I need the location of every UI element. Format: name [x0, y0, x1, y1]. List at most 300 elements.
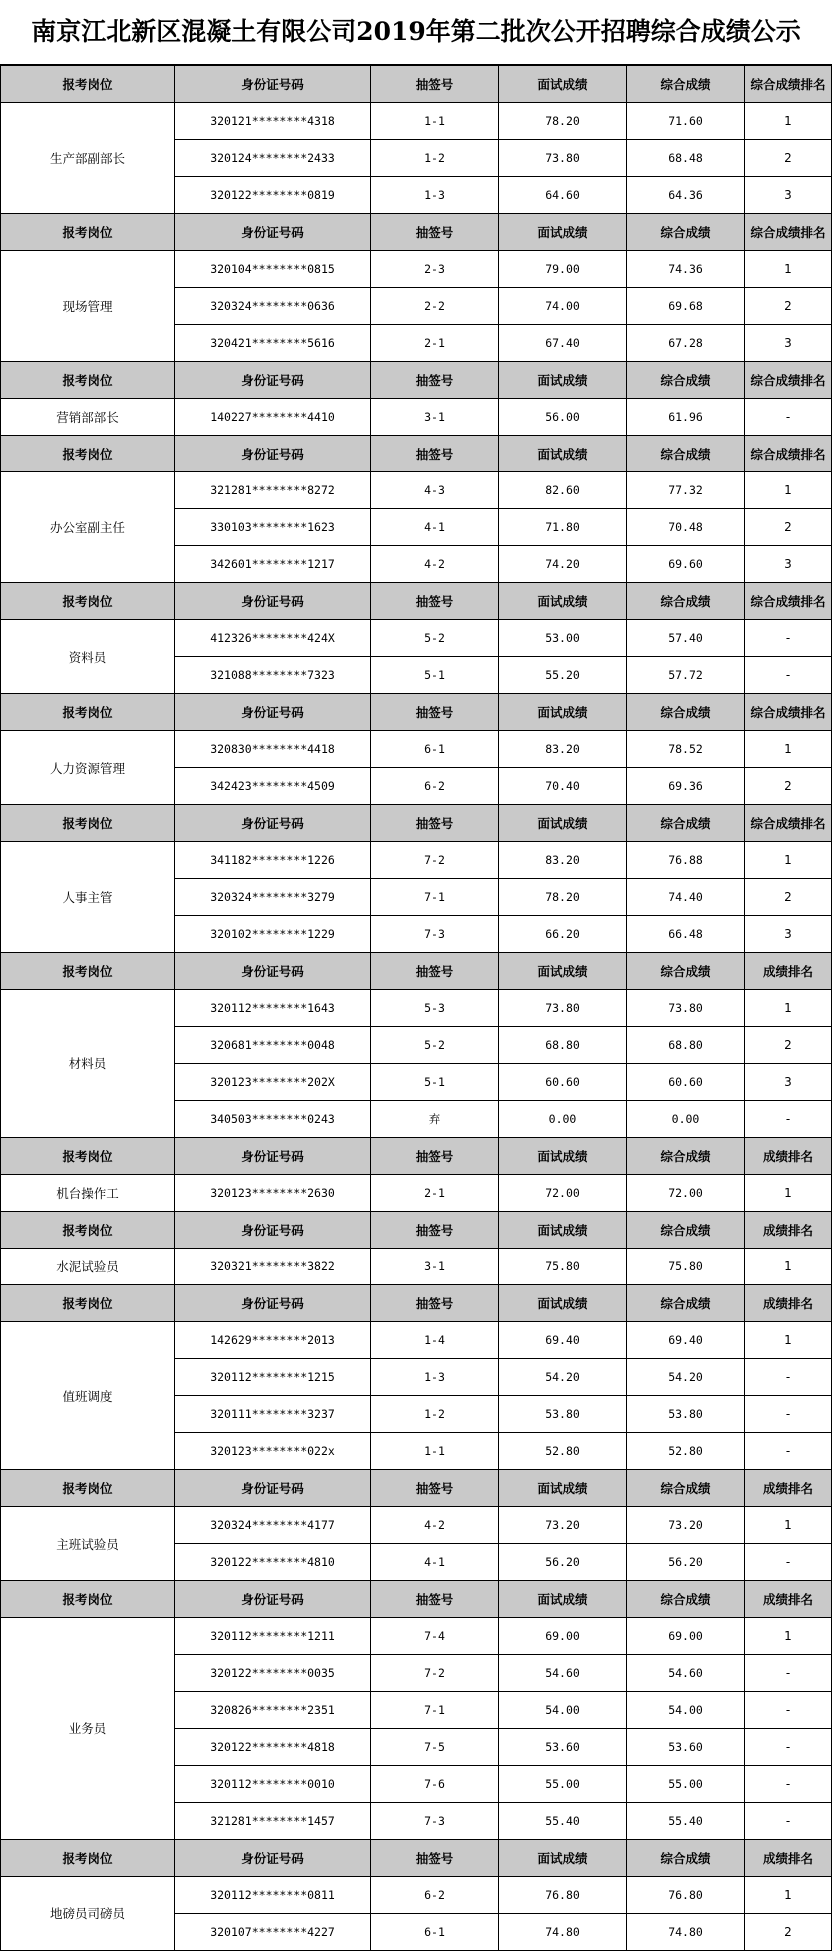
- header-id-number: 身份证号码: [175, 66, 371, 103]
- interview-score: 73.20: [499, 1507, 627, 1544]
- table-row: [1, 1248, 832, 1285]
- interview-score: 78.20: [499, 102, 627, 139]
- total-score: 69.36: [627, 768, 745, 805]
- rank: -: [745, 1728, 832, 1765]
- interview-score: 74.00: [499, 287, 627, 324]
- header-position: 报考岗位: [1, 435, 175, 472]
- id-number: 341182********1226: [175, 842, 371, 879]
- section-header-row: [1, 1137, 832, 1174]
- id-number: 140227********4410: [175, 398, 371, 435]
- interview-score: 53.60: [499, 1728, 627, 1765]
- draw-number: 7-2: [371, 842, 499, 879]
- section-header-row: [1, 1839, 832, 1876]
- header-draw-number: 抽签号: [371, 583, 499, 620]
- id-number: 320104********0815: [175, 250, 371, 287]
- draw-number: 弃: [371, 1100, 499, 1137]
- rank: 3: [745, 915, 832, 952]
- header-draw-number: 抽签号: [371, 1211, 499, 1248]
- page-title: 南京江北新区混凝土有限公司2019年第二批次公开招聘综合成绩公示: [0, 0, 832, 65]
- total-score: 69.68: [627, 287, 745, 324]
- id-number: 320112********0010: [175, 1765, 371, 1802]
- total-score: 53.60: [627, 1728, 745, 1765]
- rank: 3: [745, 1063, 832, 1100]
- id-number: 320324********0636: [175, 287, 371, 324]
- draw-number: 1-3: [371, 176, 499, 213]
- draw-number: 4-1: [371, 1544, 499, 1581]
- draw-number: 7-1: [371, 878, 499, 915]
- header-interview-score: 面试成绩: [499, 1285, 627, 1322]
- id-number: 320321********3822: [175, 1248, 371, 1285]
- position-name: 机台操作工: [1, 1174, 175, 1211]
- header-position: 报考岗位: [1, 66, 175, 103]
- header-total-score: 综合成绩: [627, 805, 745, 842]
- draw-number: 3-1: [371, 1248, 499, 1285]
- position-name: 地磅员司磅员: [1, 1876, 175, 1950]
- rank: -: [745, 1433, 832, 1470]
- results-table-body: [1, 66, 832, 1951]
- rank: 1: [745, 472, 832, 509]
- position-name: 现场管理: [1, 250, 175, 361]
- id-number: 320102********1229: [175, 915, 371, 952]
- position-name: 水泥试验员: [1, 1248, 175, 1285]
- section-header-row: [1, 952, 832, 989]
- rank: 1: [745, 989, 832, 1026]
- total-score: 69.40: [627, 1322, 745, 1359]
- header-id-number: 身份证号码: [175, 213, 371, 250]
- draw-number: 1-2: [371, 139, 499, 176]
- header-id-number: 身份证号码: [175, 952, 371, 989]
- interview-score: 55.40: [499, 1802, 627, 1839]
- header-interview-score: 面试成绩: [499, 213, 627, 250]
- interview-score: 54.20: [499, 1359, 627, 1396]
- draw-number: 7-1: [371, 1691, 499, 1728]
- interview-score: 72.00: [499, 1174, 627, 1211]
- section-header-row: [1, 805, 832, 842]
- draw-number: 2-1: [371, 1174, 499, 1211]
- rank: -: [745, 1100, 832, 1137]
- header-rank: 综合成绩排名: [745, 583, 832, 620]
- draw-number: 5-3: [371, 989, 499, 1026]
- position-name: 材料员: [1, 989, 175, 1137]
- draw-number: 7-3: [371, 915, 499, 952]
- total-score: 72.00: [627, 1174, 745, 1211]
- header-position: 报考岗位: [1, 805, 175, 842]
- draw-number: 6-2: [371, 1876, 499, 1913]
- id-number: 320122********4810: [175, 1544, 371, 1581]
- draw-number: 6-2: [371, 768, 499, 805]
- rank: -: [745, 1396, 832, 1433]
- total-score: 68.80: [627, 1026, 745, 1063]
- rank: -: [745, 398, 832, 435]
- rank: 2: [745, 509, 832, 546]
- header-interview-score: 面试成绩: [499, 1839, 627, 1876]
- interview-score: 79.00: [499, 250, 627, 287]
- header-interview-score: 面试成绩: [499, 435, 627, 472]
- header-total-score: 综合成绩: [627, 694, 745, 731]
- id-number: 320830********4418: [175, 731, 371, 768]
- header-draw-number: 抽签号: [371, 952, 499, 989]
- header-position: 报考岗位: [1, 213, 175, 250]
- total-score: 73.20: [627, 1507, 745, 1544]
- header-id-number: 身份证号码: [175, 1839, 371, 1876]
- total-score: 67.28: [627, 324, 745, 361]
- header-position: 报考岗位: [1, 1581, 175, 1618]
- header-interview-score: 面试成绩: [499, 1137, 627, 1174]
- total-score: 76.80: [627, 1876, 745, 1913]
- rank: 1: [745, 1618, 832, 1655]
- section-header-row: [1, 1581, 832, 1618]
- table-row: [1, 731, 832, 768]
- table-row: [1, 620, 832, 657]
- header-id-number: 身份证号码: [175, 1211, 371, 1248]
- total-score: 57.72: [627, 657, 745, 694]
- id-number: 320122********0035: [175, 1654, 371, 1691]
- interview-score: 0.00: [499, 1100, 627, 1137]
- rank: 1: [745, 1174, 832, 1211]
- header-position: 报考岗位: [1, 583, 175, 620]
- header-draw-number: 抽签号: [371, 805, 499, 842]
- id-number: 320324********3279: [175, 878, 371, 915]
- interview-score: 82.60: [499, 472, 627, 509]
- interview-score: 56.20: [499, 1544, 627, 1581]
- total-score: 57.40: [627, 620, 745, 657]
- header-total-score: 综合成绩: [627, 1839, 745, 1876]
- header-rank: 成绩排名: [745, 1285, 832, 1322]
- interview-score: 66.20: [499, 915, 627, 952]
- draw-number: 3-1: [371, 398, 499, 435]
- id-number: 320121********4318: [175, 102, 371, 139]
- table-row: [1, 1618, 832, 1655]
- interview-score: 67.40: [499, 324, 627, 361]
- rank: -: [745, 1359, 832, 1396]
- table-row: [1, 398, 832, 435]
- draw-number: 5-2: [371, 1026, 499, 1063]
- id-number: 320124********2433: [175, 139, 371, 176]
- header-rank: 成绩排名: [745, 952, 832, 989]
- interview-score: 54.00: [499, 1691, 627, 1728]
- header-position: 报考岗位: [1, 361, 175, 398]
- draw-number: 4-3: [371, 472, 499, 509]
- section-header-row: [1, 694, 832, 731]
- section-header-row: [1, 435, 832, 472]
- header-total-score: 综合成绩: [627, 361, 745, 398]
- header-interview-score: 面试成绩: [499, 952, 627, 989]
- rank: 2: [745, 768, 832, 805]
- table-row: [1, 1322, 832, 1359]
- total-score: 54.60: [627, 1654, 745, 1691]
- interview-score: 60.60: [499, 1063, 627, 1100]
- total-score: 74.36: [627, 250, 745, 287]
- interview-score: 78.20: [499, 878, 627, 915]
- position-name: 人事主管: [1, 842, 175, 953]
- draw-number: 5-1: [371, 657, 499, 694]
- header-position: 报考岗位: [1, 952, 175, 989]
- header-draw-number: 抽签号: [371, 1285, 499, 1322]
- header-draw-number: 抽签号: [371, 1839, 499, 1876]
- total-score: 0.00: [627, 1100, 745, 1137]
- draw-number: 5-2: [371, 620, 499, 657]
- interview-score: 83.20: [499, 731, 627, 768]
- table-row: [1, 1876, 832, 1913]
- total-score: 77.32: [627, 472, 745, 509]
- interview-score: 69.00: [499, 1618, 627, 1655]
- total-score: 66.48: [627, 915, 745, 952]
- id-number: 320421********5616: [175, 324, 371, 361]
- draw-number: 4-1: [371, 509, 499, 546]
- total-score: 78.52: [627, 731, 745, 768]
- header-id-number: 身份证号码: [175, 583, 371, 620]
- draw-number: 7-6: [371, 1765, 499, 1802]
- header-draw-number: 抽签号: [371, 213, 499, 250]
- rank: 2: [745, 1026, 832, 1063]
- header-interview-score: 面试成绩: [499, 1211, 627, 1248]
- rank: 1: [745, 842, 832, 879]
- interview-score: 64.60: [499, 176, 627, 213]
- header-interview-score: 面试成绩: [499, 361, 627, 398]
- interview-score: 55.20: [499, 657, 627, 694]
- rank: 3: [745, 324, 832, 361]
- id-number: 142629********2013: [175, 1322, 371, 1359]
- table-row: [1, 1174, 832, 1211]
- total-score: 68.48: [627, 139, 745, 176]
- total-score: 74.40: [627, 878, 745, 915]
- id-number: 340503********0243: [175, 1100, 371, 1137]
- header-draw-number: 抽签号: [371, 66, 499, 103]
- rank: 2: [745, 1913, 832, 1950]
- header-interview-score: 面试成绩: [499, 66, 627, 103]
- draw-number: 1-4: [371, 1322, 499, 1359]
- section-header-row: [1, 66, 832, 103]
- interview-score: 73.80: [499, 139, 627, 176]
- rank: 1: [745, 1507, 832, 1544]
- table-row: [1, 102, 832, 139]
- header-rank: 成绩排名: [745, 1839, 832, 1876]
- section-header-row: [1, 1285, 832, 1322]
- header-draw-number: 抽签号: [371, 694, 499, 731]
- interview-score: 73.80: [499, 989, 627, 1026]
- position-name: 办公室副主任: [1, 472, 175, 583]
- table-row: [1, 472, 832, 509]
- position-name: 资料员: [1, 620, 175, 694]
- results-table: [0, 65, 832, 1951]
- rank: -: [745, 1691, 832, 1728]
- rank: 2: [745, 139, 832, 176]
- header-id-number: 身份证号码: [175, 805, 371, 842]
- id-number: 320122********0819: [175, 176, 371, 213]
- rank: -: [745, 1765, 832, 1802]
- header-id-number: 身份证号码: [175, 1285, 371, 1322]
- id-number: 320122********4818: [175, 1728, 371, 1765]
- draw-number: 1-1: [371, 102, 499, 139]
- position-name: 业务员: [1, 1618, 175, 1840]
- id-number: 320123********2630: [175, 1174, 371, 1211]
- header-draw-number: 抽签号: [371, 1137, 499, 1174]
- total-score: 64.36: [627, 176, 745, 213]
- header-draw-number: 抽签号: [371, 435, 499, 472]
- interview-score: 68.80: [499, 1026, 627, 1063]
- table-row: [1, 989, 832, 1026]
- interview-score: 71.80: [499, 509, 627, 546]
- header-interview-score: 面试成绩: [499, 1470, 627, 1507]
- total-score: 61.96: [627, 398, 745, 435]
- total-score: 76.88: [627, 842, 745, 879]
- id-number: 330103********1623: [175, 509, 371, 546]
- draw-number: 7-2: [371, 1654, 499, 1691]
- total-score: 56.20: [627, 1544, 745, 1581]
- header-rank: 综合成绩排名: [745, 361, 832, 398]
- rank: 1: [745, 1248, 832, 1285]
- id-number: 320112********1211: [175, 1618, 371, 1655]
- header-total-score: 综合成绩: [627, 952, 745, 989]
- header-position: 报考岗位: [1, 1137, 175, 1174]
- id-number: 320123********022x: [175, 1433, 371, 1470]
- rank: 1: [745, 731, 832, 768]
- position-name: 人力资源管理: [1, 731, 175, 805]
- id-number: 320112********0811: [175, 1876, 371, 1913]
- table-row: [1, 842, 832, 879]
- id-number: 320324********4177: [175, 1507, 371, 1544]
- id-number: 342423********4509: [175, 768, 371, 805]
- draw-number: 2-3: [371, 250, 499, 287]
- id-number: 412326********424X: [175, 620, 371, 657]
- header-total-score: 综合成绩: [627, 1137, 745, 1174]
- draw-number: 5-1: [371, 1063, 499, 1100]
- rank: -: [745, 657, 832, 694]
- header-interview-score: 面试成绩: [499, 583, 627, 620]
- header-total-score: 综合成绩: [627, 1470, 745, 1507]
- table-row: [1, 1507, 832, 1544]
- rank: 3: [745, 546, 832, 583]
- header-interview-score: 面试成绩: [499, 694, 627, 731]
- header-total-score: 综合成绩: [627, 1581, 745, 1618]
- total-score: 55.40: [627, 1802, 745, 1839]
- interview-score: 70.40: [499, 768, 627, 805]
- rank: 1: [745, 1322, 832, 1359]
- header-draw-number: 抽签号: [371, 361, 499, 398]
- interview-score: 55.00: [499, 1765, 627, 1802]
- header-rank: 综合成绩排名: [745, 66, 832, 103]
- draw-number: 1-3: [371, 1359, 499, 1396]
- interview-score: 75.80: [499, 1248, 627, 1285]
- interview-score: 69.40: [499, 1322, 627, 1359]
- rank: 1: [745, 1876, 832, 1913]
- section-header-row: [1, 213, 832, 250]
- interview-score: 54.60: [499, 1654, 627, 1691]
- draw-number: 2-1: [371, 324, 499, 361]
- rank: -: [745, 1802, 832, 1839]
- draw-number: 7-4: [371, 1618, 499, 1655]
- header-rank: 综合成绩排名: [745, 213, 832, 250]
- total-score: 69.00: [627, 1618, 745, 1655]
- total-score: 70.48: [627, 509, 745, 546]
- draw-number: 4-2: [371, 1507, 499, 1544]
- table-row: [1, 250, 832, 287]
- id-number: 320681********0048: [175, 1026, 371, 1063]
- header-id-number: 身份证号码: [175, 694, 371, 731]
- section-header-row: [1, 1211, 832, 1248]
- header-position: 报考岗位: [1, 1285, 175, 1322]
- total-score: 73.80: [627, 989, 745, 1026]
- id-number: 320111********3237: [175, 1396, 371, 1433]
- id-number: 321088********7323: [175, 657, 371, 694]
- total-score: 71.60: [627, 102, 745, 139]
- id-number: 320107********4227: [175, 1913, 371, 1950]
- rank: -: [745, 620, 832, 657]
- interview-score: 52.80: [499, 1433, 627, 1470]
- id-number: 342601********1217: [175, 546, 371, 583]
- interview-score: 74.20: [499, 546, 627, 583]
- header-total-score: 综合成绩: [627, 1285, 745, 1322]
- total-score: 54.20: [627, 1359, 745, 1396]
- position-name: 主班试验员: [1, 1507, 175, 1581]
- header-position: 报考岗位: [1, 694, 175, 731]
- section-header-row: [1, 1470, 832, 1507]
- header-total-score: 综合成绩: [627, 1211, 745, 1248]
- draw-number: 1-2: [371, 1396, 499, 1433]
- draw-number: 7-5: [371, 1728, 499, 1765]
- total-score: 75.80: [627, 1248, 745, 1285]
- position-name: 生产部副部长: [1, 102, 175, 213]
- draw-number: 6-1: [371, 1913, 499, 1950]
- total-score: 74.80: [627, 1913, 745, 1950]
- header-position: 报考岗位: [1, 1470, 175, 1507]
- header-id-number: 身份证号码: [175, 435, 371, 472]
- header-rank: 综合成绩排名: [745, 805, 832, 842]
- id-number: 320826********2351: [175, 1691, 371, 1728]
- id-number: 321281********8272: [175, 472, 371, 509]
- total-score: 52.80: [627, 1433, 745, 1470]
- position-name: 营销部部长: [1, 398, 175, 435]
- draw-number: 2-2: [371, 287, 499, 324]
- interview-score: 83.20: [499, 842, 627, 879]
- rank: -: [745, 1654, 832, 1691]
- id-number: 320123********202X: [175, 1063, 371, 1100]
- section-header-row: [1, 583, 832, 620]
- total-score: 54.00: [627, 1691, 745, 1728]
- header-rank: 成绩排名: [745, 1581, 832, 1618]
- header-total-score: 综合成绩: [627, 213, 745, 250]
- draw-number: 6-1: [371, 731, 499, 768]
- header-draw-number: 抽签号: [371, 1470, 499, 1507]
- header-id-number: 身份证号码: [175, 1137, 371, 1174]
- rank: 1: [745, 102, 832, 139]
- draw-number: 7-3: [371, 1802, 499, 1839]
- id-number: 320112********1643: [175, 989, 371, 1026]
- rank: 3: [745, 176, 832, 213]
- position-name: 值班调度: [1, 1322, 175, 1470]
- header-position: 报考岗位: [1, 1211, 175, 1248]
- header-rank: 成绩排名: [745, 1470, 832, 1507]
- header-rank: 综合成绩排名: [745, 694, 832, 731]
- header-position: 报考岗位: [1, 1839, 175, 1876]
- total-score: 53.80: [627, 1396, 745, 1433]
- header-total-score: 综合成绩: [627, 583, 745, 620]
- section-header-row: [1, 361, 832, 398]
- rank: 1: [745, 250, 832, 287]
- header-id-number: 身份证号码: [175, 1470, 371, 1507]
- header-id-number: 身份证号码: [175, 361, 371, 398]
- total-score: 55.00: [627, 1765, 745, 1802]
- header-id-number: 身份证号码: [175, 1581, 371, 1618]
- header-rank: 成绩排名: [745, 1211, 832, 1248]
- interview-score: 76.80: [499, 1876, 627, 1913]
- header-interview-score: 面试成绩: [499, 805, 627, 842]
- rank: 2: [745, 878, 832, 915]
- header-draw-number: 抽签号: [371, 1581, 499, 1618]
- header-interview-score: 面试成绩: [499, 1581, 627, 1618]
- interview-score: 74.80: [499, 1913, 627, 1950]
- header-rank: 综合成绩排名: [745, 435, 832, 472]
